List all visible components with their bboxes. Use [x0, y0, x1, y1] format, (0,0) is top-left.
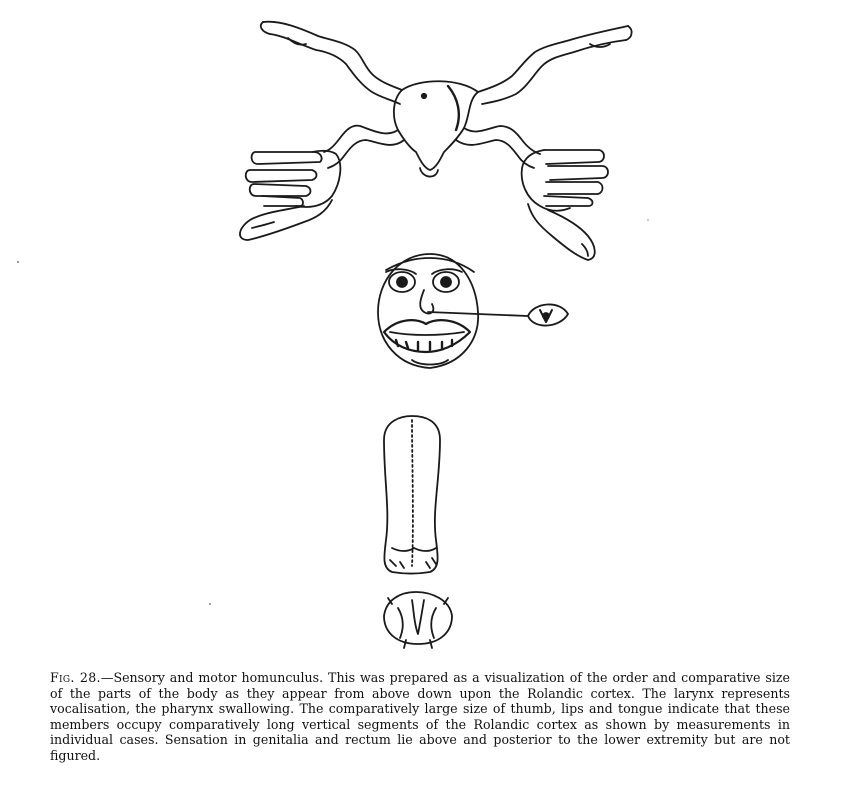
tongue — [384, 416, 440, 574]
larynx — [428, 304, 568, 325]
figure-label: Fig. 28. — [50, 670, 101, 685]
caption-line: comparatively long vertical segments of the Rolandic cortex as shown by measurements in — [169, 716, 790, 732]
caption-line: Rolandic cortex. The larynx represents vocalisation, the pharynx swallowing. The — [50, 685, 790, 717]
caption-line: individual cases. Sensation in genitalia and rectum lie above and posterior to the lower — [50, 732, 641, 748]
hands-and-thumbs — [240, 126, 608, 260]
caption-line: —Sensory and motor homunculus. This was prepared as a visualization of the — [100, 670, 608, 685]
caption-line: comparatively large size of thumb, lips and tongue indicate that these members occupy — [50, 701, 790, 732]
face-and-lips — [378, 254, 478, 368]
caption-line: extremity but are not figured. — [50, 732, 790, 763]
pharynx — [384, 592, 452, 648]
caption-line: order and comparative size of the parts of the body as they appear from above down upon the — [50, 670, 790, 701]
figure-caption — [50, 670, 790, 764]
legs-and-feet — [261, 22, 632, 104]
